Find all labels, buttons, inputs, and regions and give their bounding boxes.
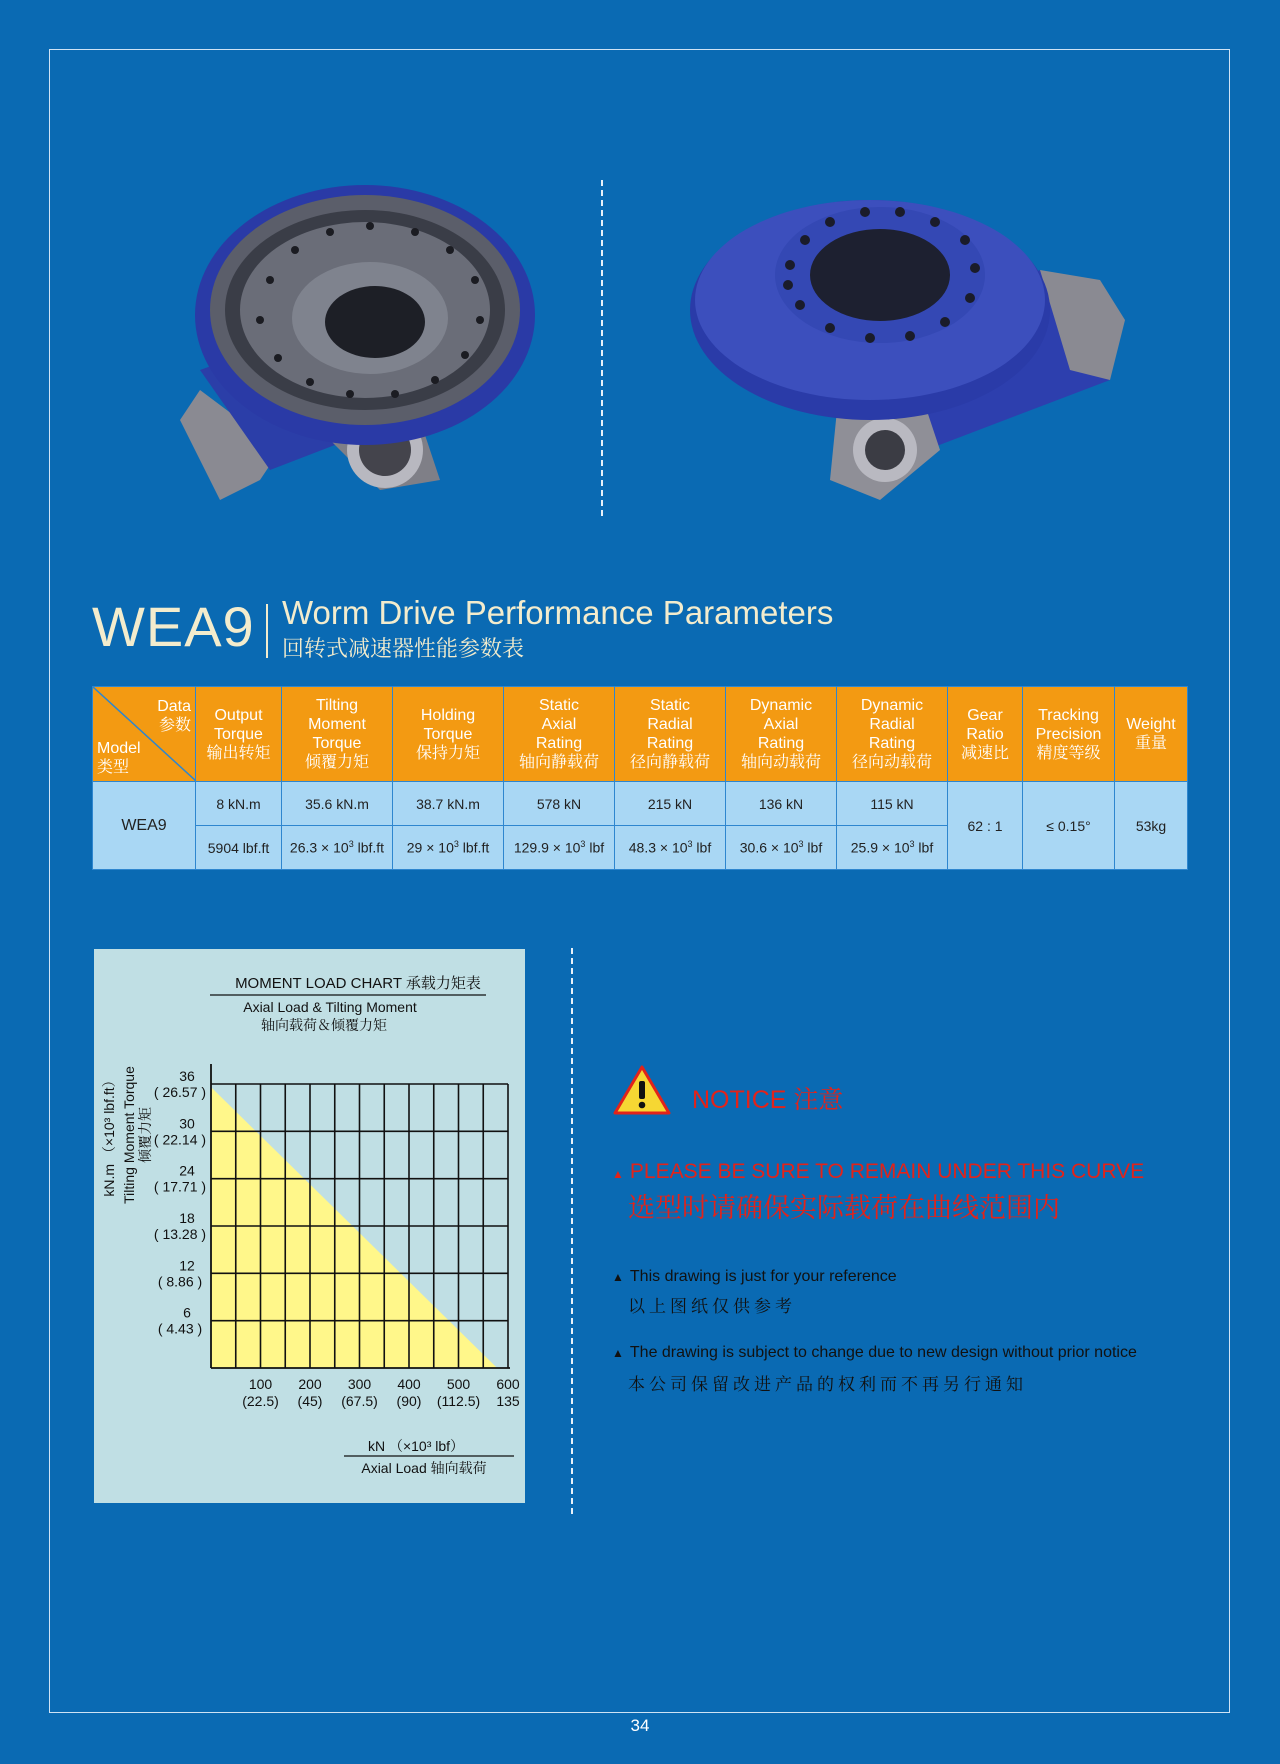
moment-load-chart (94, 949, 525, 1503)
chart-title: MOMENT LOAD CHART 承载力矩表 (235, 975, 481, 992)
note-2: ▲ The drawing is subject to change due to new design without prior notice (612, 1344, 1137, 1361)
model-cell: WEA9 (93, 782, 196, 870)
x-tick-label: 500 (446, 1376, 471, 1392)
notice-warning-line-zh: 选型时请确保实际载荷在曲线范围内 (628, 1193, 1060, 1223)
column-header: Static Axial Rating 轴向静载荷 (504, 687, 615, 782)
y-tick-sublabel: ( 26.57 ) (153, 1084, 207, 1100)
performance-table (92, 686, 1188, 870)
y-tick-sublabel: ( 8.86 ) (157, 1273, 203, 1290)
x-tick-label: 100 (248, 1376, 273, 1392)
x-tick-label: 200 (298, 1376, 322, 1392)
x-tick-sublabel: (22.5) (242, 1393, 279, 1409)
column-header: Output Torque 输出转矩 (196, 687, 282, 782)
y-axis-label-zh: 倾覆力矩 (137, 1107, 153, 1163)
weight-cell: 53kg (1115, 782, 1188, 870)
y-tick-label: 36 (179, 1068, 195, 1084)
y-tick-label: 24 (179, 1162, 195, 1179)
column-header: Holding Torque 保持力矩 (393, 687, 504, 782)
table-cell: 578 kN (504, 782, 615, 826)
column-header: Static Radial Rating 径向静载荷 (615, 687, 726, 782)
precision-cell: ≤ 0.15° (1023, 782, 1115, 870)
x-tick-label: 300 (347, 1376, 372, 1392)
gear-ratio-cell: 62 : 1 (948, 782, 1023, 870)
top-image-divider (601, 180, 603, 516)
table-row (93, 782, 1188, 826)
y-tick-label: 18 (179, 1210, 195, 1226)
y-tick-sublabel: ( 4.43 ) (157, 1320, 203, 1337)
chart-subtitle-zh: 轴向载荷＆倾覆力矩 (261, 1017, 387, 1033)
table-cell: $29 \times 10^3$ lbf.ft (393, 826, 504, 870)
y-tick-label: 6 (183, 1304, 191, 1321)
table-cell: 35.6 kN.m (282, 782, 393, 826)
y-tick-sublabel: ( 17.71 ) (153, 1178, 207, 1195)
warning-icon (612, 1064, 672, 1116)
table-cell: 215 kN (615, 782, 726, 826)
note-1: ▲ This drawing is just for your reference (612, 1268, 897, 1285)
table-cell: 5904 lbf.ft (196, 826, 282, 870)
y-tick-sublabel: ( 22.14 ) (153, 1131, 207, 1148)
notice-warning-line: ▲ PLEASE BE SURE TO REMAIN UNDER THIS CURVE (612, 1160, 1145, 1183)
corner-model-label-zh: 类型 (97, 759, 130, 776)
triangle-bullet-icon: ▲ (612, 1346, 624, 1360)
table-cell: 8 kN.m (196, 782, 282, 826)
y-tick-sublabel: ( 13.28 ) (153, 1226, 207, 1242)
page-title: Worm Drive Performance Parameters (282, 594, 834, 631)
load-curve-area (211, 1087, 497, 1368)
column-header: Weight 重量 (1115, 687, 1188, 782)
note-1-zh: 以上图纸仅供参考 (628, 1297, 796, 1316)
y-axis-label-2: Tilting Moment Torque (121, 1066, 137, 1204)
table-cell: $129.9 \times 10^3$ lbf (504, 826, 615, 870)
column-header: Gear Ratio 减速比 (948, 687, 1023, 782)
x-tick-sublabel: (67.5) (341, 1393, 378, 1409)
column-header: Dynamic Axial Rating 轴向动载荷 (726, 687, 837, 782)
table-cell: 38.7 kN.m (393, 782, 504, 826)
chart-subtitle: Axial Load & Tilting Moment (243, 999, 417, 1015)
table-cell: $30.6 \times 10^3$ lbf (726, 826, 837, 870)
table-cell: 115 kN (837, 782, 948, 826)
corner-data-label: Data (157, 698, 191, 715)
x-axis-label: kN （×10³ lbf） (367, 1438, 465, 1454)
y-axis-label: kN.m （×10³ lbf.ft） (101, 1073, 117, 1197)
x-tick-sublabel: (112.5) (436, 1393, 481, 1409)
column-header: Tilting Moment Torque 倾覆力矩 (282, 687, 393, 782)
column-header: Tracking Precision 精度等级 (1023, 687, 1115, 782)
column-header: Dynamic Radial Rating 径向动载荷 (837, 687, 948, 782)
page-number: 34 (630, 1716, 650, 1735)
table-cell: $25.9 \times 10^3$ lbf (837, 826, 948, 870)
notice-title: NOTICE 注意 (692, 1086, 844, 1114)
worm-drive-image-bottom-view (680, 180, 1130, 510)
x-tick-label: 600 (496, 1376, 520, 1392)
table-header-row (93, 687, 1188, 782)
page-title-zh: 回转式减速器性能参数表 (282, 636, 525, 661)
chart-svg (94, 949, 525, 1503)
y-tick-label: 12 (179, 1257, 195, 1274)
note-2-zh: 本公司保留改进产品的权利而不再另行通知 (628, 1375, 1027, 1394)
triangle-bullet-icon: ▲ (612, 1167, 624, 1181)
x-tick-sublabel: 135 (496, 1393, 520, 1409)
table-cell: 136 kN (726, 782, 837, 826)
y-tick-label: 30 (179, 1115, 195, 1132)
corner-data-label-zh: 参数 (158, 717, 191, 734)
model-title: WEA9 (92, 595, 255, 658)
worm-drive-image-top-view (160, 170, 550, 520)
title-separator (266, 604, 268, 658)
corner-model-label: Model (97, 740, 141, 757)
table-corner-cell (93, 687, 196, 782)
x-tick-sublabel: (45) (297, 1393, 323, 1409)
chart-notice-divider (571, 948, 573, 1514)
table-cell: $26.3 \times 10^3$ lbf.ft (282, 826, 393, 870)
x-tick-sublabel: (90) (396, 1393, 422, 1409)
x-axis-label-2: Axial Load 轴向载荷 (361, 1460, 487, 1476)
triangle-bullet-icon: ▲ (612, 1270, 624, 1284)
table-cell: $48.3 \times 10^3$ lbf (615, 826, 726, 870)
x-tick-label: 400 (397, 1376, 421, 1392)
